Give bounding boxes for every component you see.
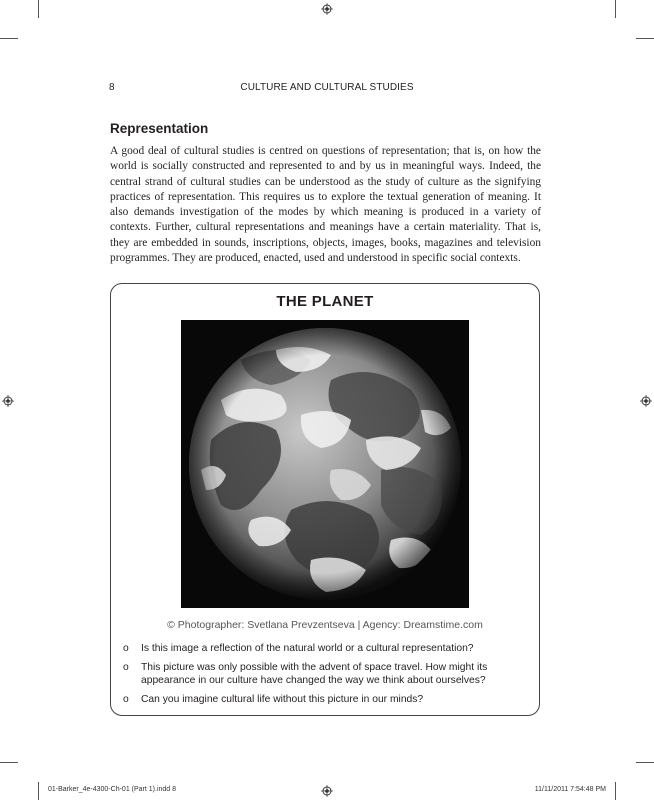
crop-mark [0, 762, 18, 763]
page-number: 8 [109, 82, 115, 93]
crop-mark [0, 38, 18, 39]
registration-mark-icon [2, 395, 14, 407]
running-head: CULTURE AND CULTURAL STUDIES [240, 82, 414, 93]
crop-mark [636, 762, 654, 763]
photo-credit: © Photographer: Svetlana Prevzentseva | Agency: Dreamstime.com [167, 619, 483, 631]
slug-filename: 01-Barker_4e-4300-Ch-01 (Part 1).indd 8 [48, 786, 177, 793]
crop-mark [636, 38, 654, 39]
question-item [123, 661, 531, 688]
question-item [123, 642, 531, 656]
bullet-icon: o [123, 643, 129, 654]
crop-mark [615, 0, 616, 18]
registration-mark-icon [640, 395, 652, 407]
question-item [123, 693, 531, 707]
body-paragraph: A good deal of cultural studies is centred on questions of representation; that is, on how the world is socially constructed and represented to and by us in meaningful ways. Indeed, the central strand of cultural studies can be understood as the study of culture as the signifying practices of representation. This requires us to explore the textual generation of meaning. It also demands investigation of the modes by which meaning is produced in a variety of contexts. Further, cultural representations and meanings have a certain materiality. That is, they are embedded in sounds, inscriptions, objects, images, books, magazines and television programmes. They are produced, enacted, used and understood in specific social contexts. [110, 145, 541, 265]
registration-mark-icon [321, 3, 333, 15]
feature-box [110, 283, 540, 716]
question-text: Can you imagine cultural life without this picture in our minds? [141, 693, 424, 705]
crop-mark [615, 782, 616, 800]
question-text: This picture was only possible with the advent of space travel. How might its appearance in our culture have changed the way we think about ourselves? [141, 661, 488, 686]
box-title: THE PLANET [276, 293, 374, 310]
crop-mark [38, 0, 39, 18]
question-list [123, 642, 531, 711]
registration-mark-icon [321, 785, 333, 797]
planet-photo [181, 320, 469, 608]
planet-globe-icon [181, 320, 469, 608]
slug-timestamp: 11/11/2011 7:54:48 PM [534, 786, 606, 793]
crop-mark [38, 782, 39, 800]
bullet-icon: o [123, 693, 129, 705]
question-text: Is this image a reflection of the natural world or a cultural representation? [141, 643, 474, 654]
section-title: Representation [110, 121, 209, 136]
bullet-icon: o [123, 661, 129, 673]
